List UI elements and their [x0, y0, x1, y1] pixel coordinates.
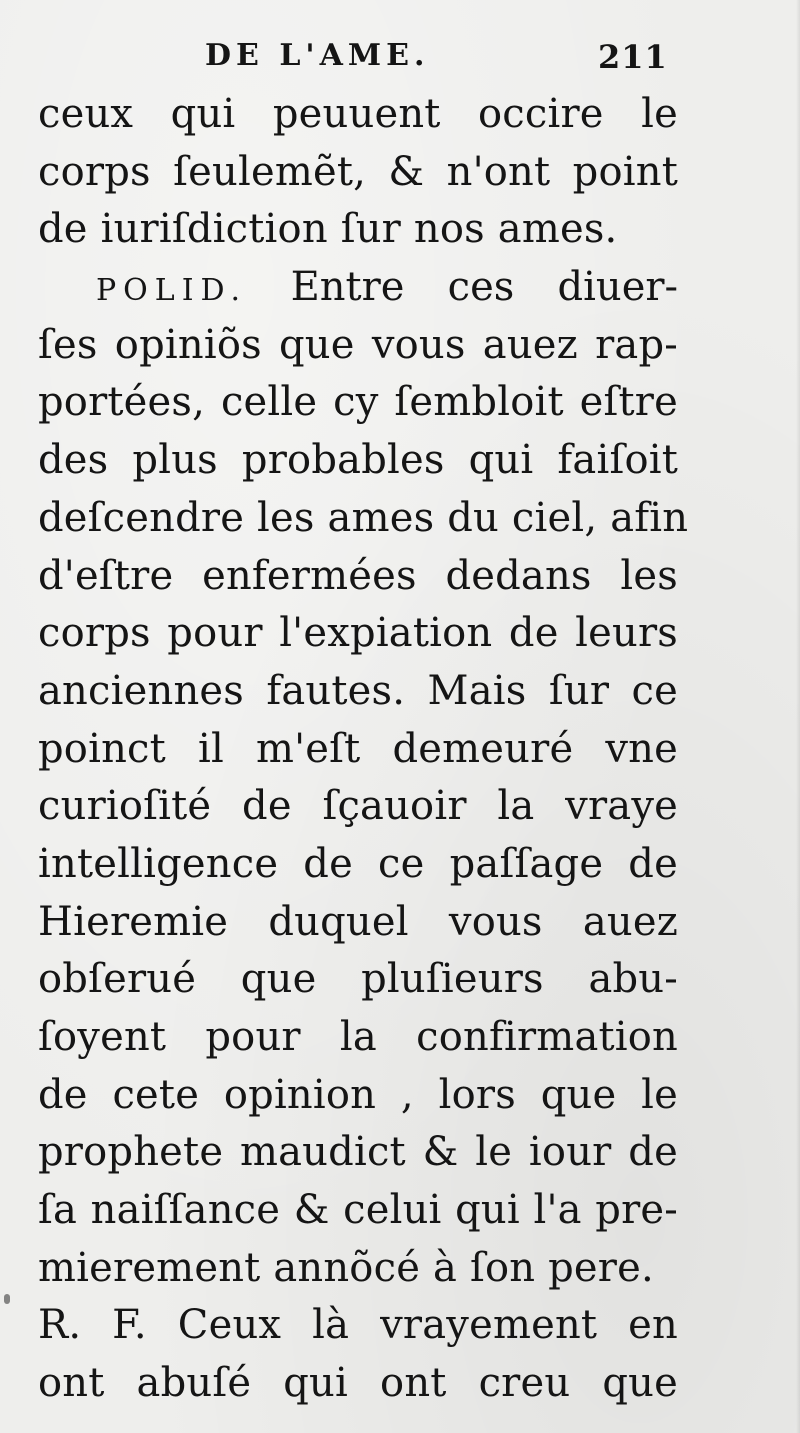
text-line: anciennes fautes. Mais ſur ce: [38, 667, 678, 714]
text-line: poinct il m'eſt demeuré vne: [38, 725, 678, 772]
text-line: des plus probables qui faiſoit: [38, 437, 678, 484]
text-line: deſcendre les ames du ciel, afin: [38, 494, 689, 541]
text-line: de cete opinion , lors que le: [38, 1071, 678, 1118]
text-line: obſerué que pluſieurs abu-: [38, 956, 678, 1003]
ink-spot: [4, 1294, 10, 1304]
text-line: ceux qui peuuent occire le: [38, 91, 678, 137]
page-edge-shadow: [796, 0, 800, 1433]
text-line: d'eſtre enfermées dedans les: [38, 552, 678, 599]
text-line: Hieremie duquel vous auez: [38, 898, 678, 945]
speaker-line-text: Entre ces diuer-: [290, 264, 679, 311]
text-line: intelligence de ce paſſage de: [38, 840, 678, 887]
speaker-label: POLID.: [96, 273, 248, 309]
text-line: ſoyent pour la confirmation: [38, 1014, 678, 1060]
text-line: prophete maudict & le iour de: [38, 1129, 678, 1176]
text-line: ſa naiſſance & celui qui l'a pre-: [38, 1187, 678, 1234]
body-text: [38, 86, 689, 1413]
text-line-speaker: [38, 259, 678, 317]
text-line: curioſité de ſçauoir la vraye: [38, 783, 678, 830]
page-number: 211: [598, 38, 668, 76]
text-line: mierement annõcé à ſon pere.: [38, 1244, 654, 1291]
text-line: portées, celle cy ſembloit eſtre: [38, 379, 678, 426]
text-line: ont abuſé qui ont creu que: [38, 1360, 678, 1407]
running-title: DE L'AME.: [205, 38, 430, 73]
text-line: R. F. Ceux là vrayement en: [38, 1302, 678, 1349]
text-line: corps pour l'expiation de leurs: [38, 610, 678, 657]
text-line: ſes opiniõs que vous auez rap-: [38, 321, 678, 368]
text-line: corps ſeulemẽt, & n'ont point: [38, 148, 678, 195]
running-head: [0, 30, 800, 90]
text-line: de iuriſdiction ſur nos ames.: [38, 206, 618, 253]
